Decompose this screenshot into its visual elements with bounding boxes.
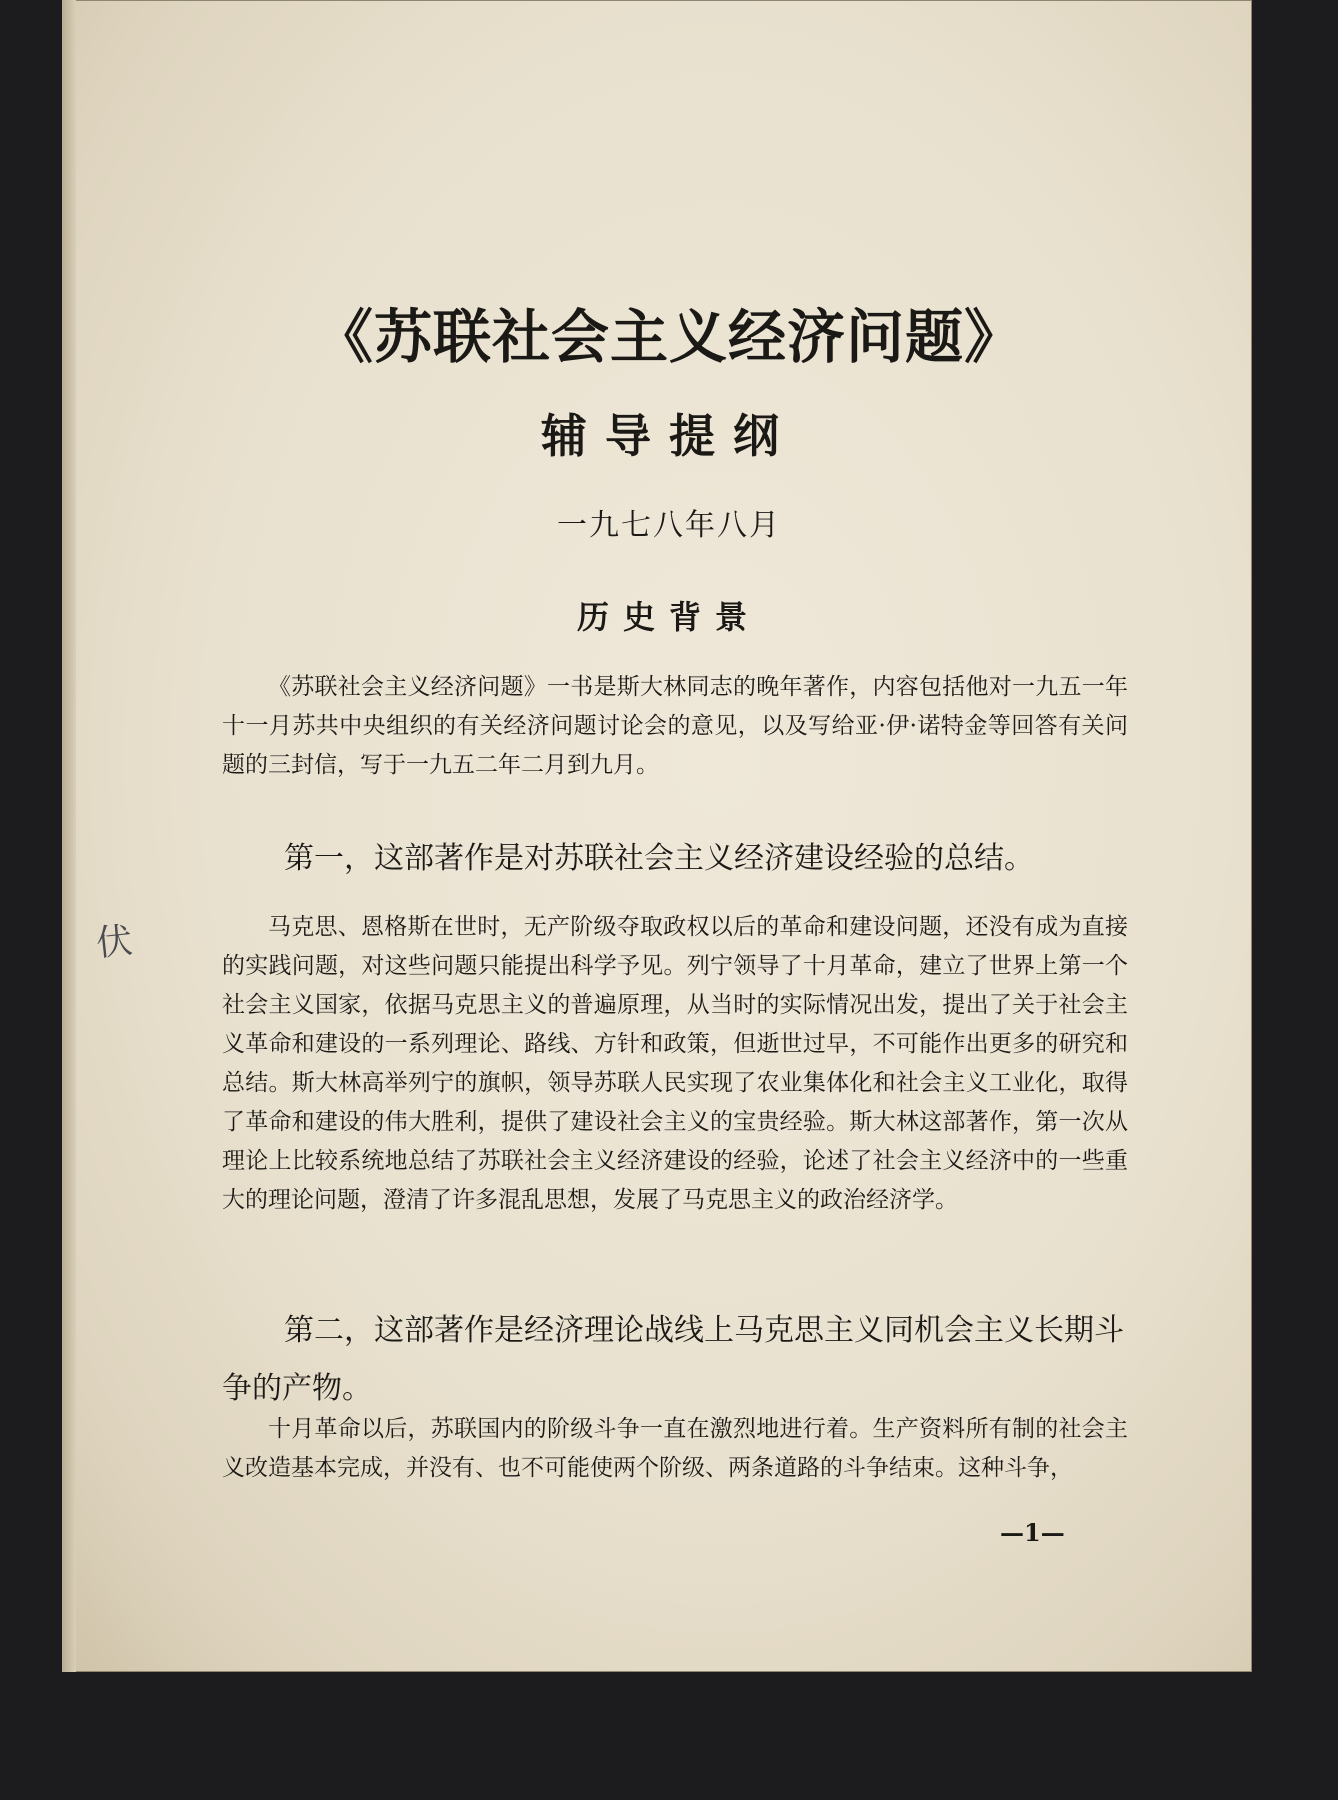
point-one-heading: 第一，这部著作是对苏联社会主义经济建设经验的总结。 bbox=[284, 841, 1034, 876]
point-two-heading: 第二，这部著作是经济理论战线上马克思主义同机会主义长期斗争的产物。 bbox=[222, 1313, 1124, 1406]
point-one-body: 马克思、恩格斯在世时，无产阶级夺取政权以后的革命和建设问题，还没有成为直接的实践问题，对这些问题只能提出科学予见。列宁领导了十月革命，建立了世界上第一个社会主义国家，依据马克思主义的普遍原理，从当时的实际情况出发，提出了关于社会主义革命和建设的一系列理论、路线、方针和政策，但逝世过早，不可能作出更多的研究和总结。斯大林高举列宁的旗帜，领导苏联人民实现了农业集体化和社会主义工业化，取得了革命和建设的伟大胜利，提供了建设社会主义的宝贵经验。斯大林这部著作，第一次从理论上比较系统地总结了苏联社会主义经济建设的经验，论述了社会主义经济中的一些重大的理论问题，澄清了许多混乱思想，发展了马克思主义的政治经济学。 bbox=[222, 914, 1128, 1213]
page-number: —1— bbox=[1000, 1518, 1065, 1547]
document-subtitle: 辅导提纲 bbox=[541, 409, 797, 463]
section-heading: 历史背景 bbox=[576, 598, 761, 636]
handwritten-margin-note: 伏 bbox=[94, 920, 135, 965]
point-two-body: 十月革命以后，苏联国内的阶级斗争一直在激烈地进行着。生产资料所有制的社会主义改造基本完成，并没有、也不可能使两个阶级、两条道路的斗争结束。这种斗争， bbox=[222, 1416, 1128, 1481]
document-title: 《苏联社会主义经济问题》 bbox=[314, 303, 1023, 371]
document-date: 一九七八年八月 bbox=[557, 508, 781, 543]
intro-paragraph: 《苏联社会主义经济问题》一书是斯大林同志的晚年著作，内容包括他对一九五一年十一月苏共中央组织的有关经济问题讨论会的意见，以及写给亚·伊·诺特金等回答有关问题的三封信，写于一九五二年二月到九月。 bbox=[222, 674, 1128, 778]
